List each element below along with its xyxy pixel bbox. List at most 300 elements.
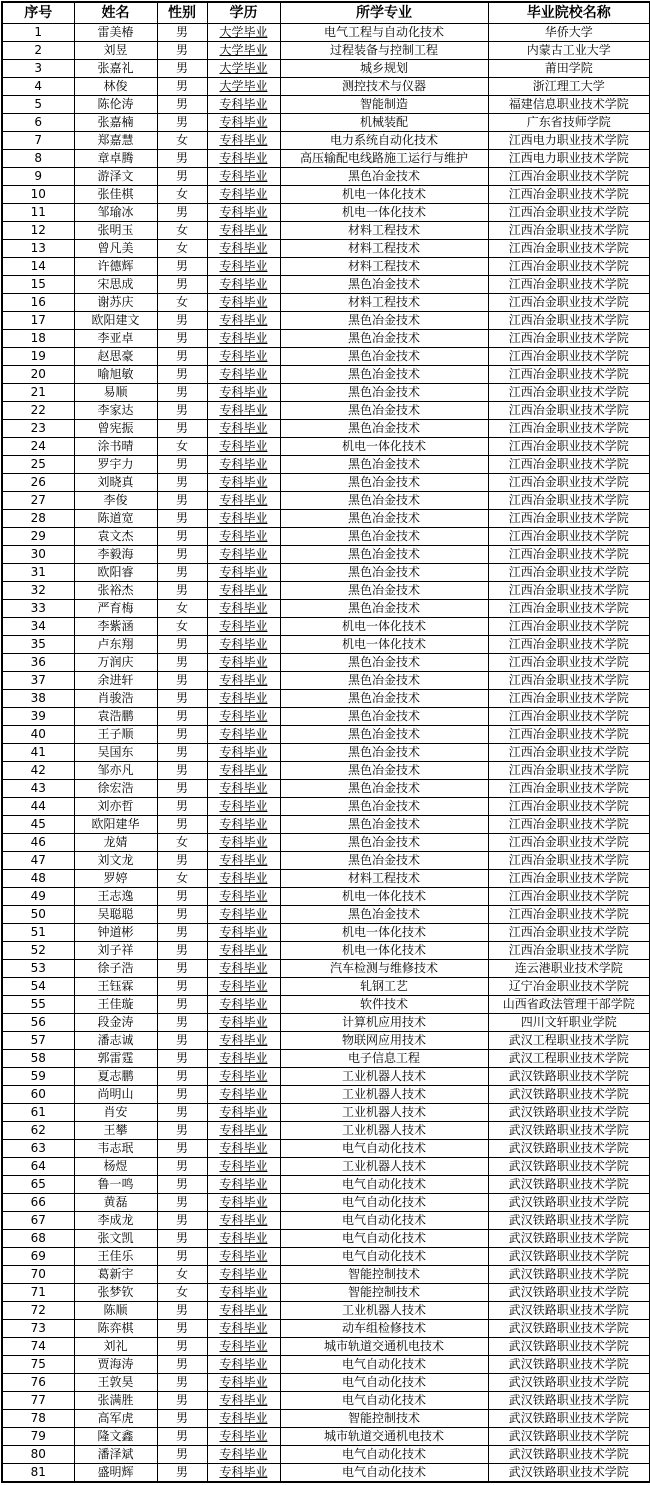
cell-serial: 80 xyxy=(2,1446,74,1464)
cell-gender: 男 xyxy=(157,690,207,708)
cell-name: 刘礼 xyxy=(74,1338,157,1356)
table-row xyxy=(2,1086,650,1104)
cell-serial: 28 xyxy=(2,510,74,528)
cell-education: 专科毕业 xyxy=(207,564,280,582)
cell-education: 专科毕业 xyxy=(207,726,280,744)
cell-school: 江西冶金职业技术学院 xyxy=(488,528,650,546)
cell-school: 武汉工程职业技术学院 xyxy=(488,1032,650,1050)
cell-major: 机电一体化技术 xyxy=(280,924,488,942)
cell-name: 葛新宇 xyxy=(74,1266,157,1284)
cell-name: 罗宇力 xyxy=(74,456,157,474)
table-row xyxy=(2,582,650,600)
cell-serial: 61 xyxy=(2,1104,74,1122)
table-row xyxy=(2,1212,650,1230)
cell-school: 江西冶金职业技术学院 xyxy=(488,276,650,294)
cell-education: 专科毕业 xyxy=(207,96,280,114)
cell-major: 机电一体化技术 xyxy=(280,888,488,906)
table-row xyxy=(2,1248,650,1266)
cell-serial: 31 xyxy=(2,564,74,582)
cell-major: 电气自动化技术 xyxy=(280,1356,488,1374)
table-row xyxy=(2,1428,650,1446)
cell-gender: 女 xyxy=(157,600,207,618)
cell-major: 材料工程技术 xyxy=(280,240,488,258)
table-row xyxy=(2,168,650,186)
cell-major: 轧钢工艺 xyxy=(280,978,488,996)
cell-name: 刘文龙 xyxy=(74,852,157,870)
cell-school: 江西冶金职业技术学院 xyxy=(488,906,650,924)
cell-major: 汽车检测与维修技术 xyxy=(280,960,488,978)
cell-serial: 5 xyxy=(2,96,74,114)
cell-major: 电力系统自动化技术 xyxy=(280,132,488,150)
cell-gender: 男 xyxy=(157,276,207,294)
cell-major: 动车组检修技术 xyxy=(280,1320,488,1338)
cell-education: 专科毕业 xyxy=(207,1302,280,1320)
cell-education: 专科毕业 xyxy=(207,1050,280,1068)
cell-serial: 74 xyxy=(2,1338,74,1356)
cell-name: 王攀 xyxy=(74,1122,157,1140)
cell-education: 专科毕业 xyxy=(207,1212,280,1230)
cell-gender: 男 xyxy=(157,1464,207,1483)
cell-name: 吴国东 xyxy=(74,744,157,762)
cell-education: 专科毕业 xyxy=(207,132,280,150)
cell-school: 江西冶金职业技术学院 xyxy=(488,402,650,420)
cell-gender: 男 xyxy=(157,1410,207,1428)
cell-serial: 29 xyxy=(2,528,74,546)
cell-gender: 女 xyxy=(157,438,207,456)
cell-major: 软件技术 xyxy=(280,996,488,1014)
cell-major: 城乡规划 xyxy=(280,60,488,78)
cell-school: 江西冶金职业技术学院 xyxy=(488,726,650,744)
cell-name: 王敦昊 xyxy=(74,1374,157,1392)
cell-education: 专科毕业 xyxy=(207,762,280,780)
cell-major: 智能控制技术 xyxy=(280,1266,488,1284)
cell-gender: 男 xyxy=(157,402,207,420)
cell-gender: 男 xyxy=(157,636,207,654)
cell-major: 黑色冶金技术 xyxy=(280,276,488,294)
cell-school: 江西冶金职业技术学院 xyxy=(488,546,650,564)
cell-education: 专科毕业 xyxy=(207,312,280,330)
cell-serial: 65 xyxy=(2,1176,74,1194)
cell-school: 武汉铁路职业技术学院 xyxy=(488,1194,650,1212)
cell-gender: 男 xyxy=(157,474,207,492)
table-row xyxy=(2,438,650,456)
cell-education: 大学毕业 xyxy=(207,60,280,78)
table-row xyxy=(2,654,650,672)
table-row xyxy=(2,1338,650,1356)
table-row xyxy=(2,60,650,78)
cell-major: 黑色冶金技术 xyxy=(280,600,488,618)
cell-major: 黑色冶金技术 xyxy=(280,564,488,582)
cell-serial: 55 xyxy=(2,996,74,1014)
cell-name: 龙婧 xyxy=(74,834,157,852)
cell-name: 李成龙 xyxy=(74,1212,157,1230)
table-row xyxy=(2,1284,650,1302)
cell-major: 测控技术与仪器 xyxy=(280,78,488,96)
cell-serial: 18 xyxy=(2,330,74,348)
cell-name: 曾宪振 xyxy=(74,420,157,438)
cell-serial: 49 xyxy=(2,888,74,906)
cell-major: 黑色冶金技术 xyxy=(280,456,488,474)
cell-gender: 男 xyxy=(157,672,207,690)
cell-school: 莆田学院 xyxy=(488,60,650,78)
cell-education: 专科毕业 xyxy=(207,672,280,690)
cell-name: 钟道彬 xyxy=(74,924,157,942)
cell-major: 黑色冶金技术 xyxy=(280,546,488,564)
cell-major: 电气自动化技术 xyxy=(280,1230,488,1248)
cell-school: 江西冶金职业技术学院 xyxy=(488,924,650,942)
table-row xyxy=(2,1194,650,1212)
cell-major: 黑色冶金技术 xyxy=(280,330,488,348)
cell-serial: 73 xyxy=(2,1320,74,1338)
cell-school: 浙江理工大学 xyxy=(488,78,650,96)
cell-major: 电气自动化技术 xyxy=(280,1374,488,1392)
cell-name: 欧阳睿 xyxy=(74,564,157,582)
cell-name: 罗婷 xyxy=(74,870,157,888)
cell-education: 专科毕业 xyxy=(207,492,280,510)
cell-major: 电气工程与自动化技术 xyxy=(280,24,488,42)
cell-education: 专科毕业 xyxy=(207,438,280,456)
cell-name: 韦志珉 xyxy=(74,1140,157,1158)
cell-serial: 63 xyxy=(2,1140,74,1158)
cell-school: 四川文轩职业学院 xyxy=(488,1014,650,1032)
cell-serial: 71 xyxy=(2,1284,74,1302)
cell-serial: 48 xyxy=(2,870,74,888)
table-row xyxy=(2,258,650,276)
cell-name: 涂书晴 xyxy=(74,438,157,456)
cell-education: 专科毕业 xyxy=(207,816,280,834)
cell-gender: 男 xyxy=(157,1050,207,1068)
cell-gender: 男 xyxy=(157,348,207,366)
cell-education: 专科毕业 xyxy=(207,582,280,600)
cell-major: 机电一体化技术 xyxy=(280,186,488,204)
cell-gender: 男 xyxy=(157,978,207,996)
cell-school: 武汉铁路职业技术学院 xyxy=(488,1230,650,1248)
col-header-education: 学历 xyxy=(207,2,280,24)
cell-name: 王佳乐 xyxy=(74,1248,157,1266)
cell-major: 黑色冶金技术 xyxy=(280,402,488,420)
cell-gender: 女 xyxy=(157,618,207,636)
cell-serial: 6 xyxy=(2,114,74,132)
cell-name: 刘子祥 xyxy=(74,942,157,960)
table-row xyxy=(2,564,650,582)
cell-education: 专科毕业 xyxy=(207,1464,280,1483)
cell-major: 黑色冶金技术 xyxy=(280,582,488,600)
cell-school: 华侨大学 xyxy=(488,24,650,42)
table-row xyxy=(2,204,650,222)
cell-serial: 54 xyxy=(2,978,74,996)
table-row xyxy=(2,924,650,942)
cell-serial: 21 xyxy=(2,384,74,402)
cell-school: 江西冶金职业技术学院 xyxy=(488,798,650,816)
cell-school: 江西冶金职业技术学院 xyxy=(488,816,650,834)
cell-serial: 40 xyxy=(2,726,74,744)
cell-name: 张佳棋 xyxy=(74,186,157,204)
cell-name: 万润庆 xyxy=(74,654,157,672)
cell-education: 专科毕业 xyxy=(207,294,280,312)
table-row xyxy=(2,1320,650,1338)
cell-education: 专科毕业 xyxy=(207,204,280,222)
cell-school: 江西冶金职业技术学院 xyxy=(488,564,650,582)
cell-school: 武汉铁路职业技术学院 xyxy=(488,1446,650,1464)
cell-education: 大学毕业 xyxy=(207,24,280,42)
cell-school: 江西冶金职业技术学院 xyxy=(488,654,650,672)
cell-name: 尚明山 xyxy=(74,1086,157,1104)
cell-education: 专科毕业 xyxy=(207,654,280,672)
cell-name: 肖安 xyxy=(74,1104,157,1122)
cell-gender: 男 xyxy=(157,510,207,528)
table-row xyxy=(2,906,650,924)
cell-major: 过程装备与控制工程 xyxy=(280,42,488,60)
cell-name: 欧阳建文 xyxy=(74,312,157,330)
cell-gender: 男 xyxy=(157,762,207,780)
cell-school: 武汉铁路职业技术学院 xyxy=(488,1104,650,1122)
cell-serial: 76 xyxy=(2,1374,74,1392)
cell-major: 智能控制技术 xyxy=(280,1410,488,1428)
table-row xyxy=(2,852,650,870)
cell-school: 江西冶金职业技术学院 xyxy=(488,852,650,870)
cell-school: 江西冶金职业技术学院 xyxy=(488,690,650,708)
cell-gender: 男 xyxy=(157,744,207,762)
cell-education: 专科毕业 xyxy=(207,402,280,420)
cell-school: 武汉铁路职业技术学院 xyxy=(488,1464,650,1483)
cell-serial: 30 xyxy=(2,546,74,564)
cell-school: 江西冶金职业技术学院 xyxy=(488,600,650,618)
cell-name: 欧阳建华 xyxy=(74,816,157,834)
cell-serial: 81 xyxy=(2,1464,74,1483)
cell-major: 高压输配电线路施工运行与维护 xyxy=(280,150,488,168)
cell-name: 曾凡美 xyxy=(74,240,157,258)
cell-school: 江西冶金职业技术学院 xyxy=(488,438,650,456)
cell-school: 江西冶金职业技术学院 xyxy=(488,510,650,528)
table-row xyxy=(2,114,650,132)
cell-name: 张嘉礼 xyxy=(74,60,157,78)
cell-gender: 男 xyxy=(157,1032,207,1050)
cell-major: 电气自动化技术 xyxy=(280,1176,488,1194)
cell-serial: 64 xyxy=(2,1158,74,1176)
cell-name: 邹瑜冰 xyxy=(74,204,157,222)
cell-major: 电气自动化技术 xyxy=(280,1248,488,1266)
cell-major: 智能控制技术 xyxy=(280,1284,488,1302)
cell-school: 江西冶金职业技术学院 xyxy=(488,222,650,240)
cell-serial: 79 xyxy=(2,1428,74,1446)
cell-school: 武汉铁路职业技术学院 xyxy=(488,1158,650,1176)
cell-gender: 男 xyxy=(157,24,207,42)
cell-name: 刘亦哲 xyxy=(74,798,157,816)
cell-gender: 男 xyxy=(157,942,207,960)
cell-name: 郑嘉慧 xyxy=(74,132,157,150)
cell-major: 材料工程技术 xyxy=(280,222,488,240)
cell-gender: 男 xyxy=(157,150,207,168)
cell-serial: 43 xyxy=(2,780,74,798)
table-row xyxy=(2,492,650,510)
cell-education: 专科毕业 xyxy=(207,888,280,906)
cell-gender: 男 xyxy=(157,582,207,600)
cell-major: 黑色冶金技术 xyxy=(280,780,488,798)
cell-gender: 男 xyxy=(157,852,207,870)
cell-serial: 78 xyxy=(2,1410,74,1428)
cell-name: 袁浩鹏 xyxy=(74,708,157,726)
cell-education: 专科毕业 xyxy=(207,276,280,294)
cell-serial: 20 xyxy=(2,366,74,384)
cell-school: 武汉工程职业技术学院 xyxy=(488,1050,650,1068)
cell-serial: 4 xyxy=(2,78,74,96)
cell-major: 工业机器人技术 xyxy=(280,1104,488,1122)
cell-gender: 男 xyxy=(157,780,207,798)
cell-gender: 男 xyxy=(157,1248,207,1266)
cell-gender: 男 xyxy=(157,420,207,438)
cell-school: 江西冶金职业技术学院 xyxy=(488,348,650,366)
cell-gender: 女 xyxy=(157,222,207,240)
cell-gender: 男 xyxy=(157,1428,207,1446)
cell-school: 武汉铁路职业技术学院 xyxy=(488,1140,650,1158)
cell-school: 武汉铁路职业技术学院 xyxy=(488,1302,650,1320)
cell-school: 江西冶金职业技术学院 xyxy=(488,258,650,276)
cell-name: 李俊 xyxy=(74,492,157,510)
table-row xyxy=(2,996,650,1014)
cell-name: 张嘉楠 xyxy=(74,114,157,132)
cell-serial: 75 xyxy=(2,1356,74,1374)
cell-major: 机电一体化技术 xyxy=(280,636,488,654)
table-row xyxy=(2,96,650,114)
cell-major: 黑色冶金技术 xyxy=(280,798,488,816)
col-header-name: 姓名 xyxy=(74,2,157,24)
cell-major: 城市轨道交通机电技术 xyxy=(280,1338,488,1356)
cell-school: 江西冶金职业技术学院 xyxy=(488,492,650,510)
cell-name: 鲁一鸣 xyxy=(74,1176,157,1194)
cell-school: 江西冶金职业技术学院 xyxy=(488,420,650,438)
cell-major: 黑色冶金技术 xyxy=(280,348,488,366)
cell-education: 专科毕业 xyxy=(207,348,280,366)
cell-gender: 男 xyxy=(157,492,207,510)
cell-name: 杨煜 xyxy=(74,1158,157,1176)
cell-major: 电气自动化技术 xyxy=(280,1212,488,1230)
cell-gender: 男 xyxy=(157,996,207,1014)
cell-serial: 44 xyxy=(2,798,74,816)
cell-school: 广东省技师学院 xyxy=(488,114,650,132)
cell-education: 专科毕业 xyxy=(207,1320,280,1338)
cell-name: 宋思成 xyxy=(74,276,157,294)
cell-serial: 8 xyxy=(2,150,74,168)
cell-name: 黄磊 xyxy=(74,1194,157,1212)
table-row xyxy=(2,294,650,312)
cell-school: 江西冶金职业技术学院 xyxy=(488,708,650,726)
table-row xyxy=(2,1230,650,1248)
cell-serial: 50 xyxy=(2,906,74,924)
cell-school: 江西冶金职业技术学院 xyxy=(488,762,650,780)
cell-gender: 男 xyxy=(157,1374,207,1392)
col-header-school: 毕业院校名称 xyxy=(488,2,650,24)
cell-serial: 14 xyxy=(2,258,74,276)
cell-serial: 3 xyxy=(2,60,74,78)
cell-serial: 35 xyxy=(2,636,74,654)
cell-serial: 56 xyxy=(2,1014,74,1032)
table-row xyxy=(2,816,650,834)
cell-school: 山西省政法管理干部学院 xyxy=(488,996,650,1014)
cell-gender: 男 xyxy=(157,816,207,834)
cell-education: 专科毕业 xyxy=(207,600,280,618)
cell-major: 工业机器人技术 xyxy=(280,1122,488,1140)
table-row xyxy=(2,834,650,852)
cell-gender: 男 xyxy=(157,924,207,942)
cell-gender: 男 xyxy=(157,1122,207,1140)
cell-education: 专科毕业 xyxy=(207,366,280,384)
cell-education: 专科毕业 xyxy=(207,1032,280,1050)
cell-major: 电气自动化技术 xyxy=(280,1140,488,1158)
table-row xyxy=(2,222,650,240)
cell-name: 王佳璇 xyxy=(74,996,157,1014)
table-row xyxy=(2,1302,650,1320)
cell-serial: 45 xyxy=(2,816,74,834)
table-row xyxy=(2,798,650,816)
cell-gender: 男 xyxy=(157,888,207,906)
table-row xyxy=(2,1374,650,1392)
cell-gender: 女 xyxy=(157,132,207,150)
cell-serial: 32 xyxy=(2,582,74,600)
cell-serial: 11 xyxy=(2,204,74,222)
cell-major: 材料工程技术 xyxy=(280,870,488,888)
cell-name: 邹亦凡 xyxy=(74,762,157,780)
cell-serial: 27 xyxy=(2,492,74,510)
cell-gender: 女 xyxy=(157,1284,207,1302)
cell-gender: 男 xyxy=(157,42,207,60)
cell-name: 隆文鑫 xyxy=(74,1428,157,1446)
table-row xyxy=(2,672,650,690)
cell-gender: 男 xyxy=(157,1320,207,1338)
cell-serial: 46 xyxy=(2,834,74,852)
table-row xyxy=(2,708,650,726)
cell-education: 专科毕业 xyxy=(207,978,280,996)
cell-gender: 男 xyxy=(157,1176,207,1194)
cell-education: 专科毕业 xyxy=(207,1428,280,1446)
cell-education: 专科毕业 xyxy=(207,474,280,492)
table-row xyxy=(2,942,650,960)
cell-name: 刘晓真 xyxy=(74,474,157,492)
cell-name: 袁文杰 xyxy=(74,528,157,546)
cell-serial: 77 xyxy=(2,1392,74,1410)
cell-education: 专科毕业 xyxy=(207,1104,280,1122)
table-row xyxy=(2,1032,650,1050)
cell-education: 专科毕业 xyxy=(207,456,280,474)
cell-major: 电气自动化技术 xyxy=(280,1194,488,1212)
cell-major: 机电一体化技术 xyxy=(280,942,488,960)
cell-education: 专科毕业 xyxy=(207,996,280,1014)
cell-name: 卢东翔 xyxy=(74,636,157,654)
table-header xyxy=(2,2,650,24)
cell-major: 工业机器人技术 xyxy=(280,1302,488,1320)
cell-major: 黑色冶金技术 xyxy=(280,420,488,438)
cell-name: 章卓腾 xyxy=(74,150,157,168)
cell-school: 辽宁冶金职业技术学院 xyxy=(488,978,650,996)
table-row xyxy=(2,132,650,150)
cell-major: 材料工程技术 xyxy=(280,258,488,276)
cell-education: 专科毕业 xyxy=(207,834,280,852)
cell-gender: 女 xyxy=(157,1266,207,1284)
cell-gender: 男 xyxy=(157,654,207,672)
table-row xyxy=(2,1392,650,1410)
cell-name: 刘昱 xyxy=(74,42,157,60)
cell-major: 城市轨道交通机电技术 xyxy=(280,1428,488,1446)
cell-education: 专科毕业 xyxy=(207,906,280,924)
table-row xyxy=(2,528,650,546)
cell-education: 专科毕业 xyxy=(207,330,280,348)
cell-serial: 22 xyxy=(2,402,74,420)
cell-gender: 男 xyxy=(157,960,207,978)
cell-education: 专科毕业 xyxy=(207,744,280,762)
cell-education: 专科毕业 xyxy=(207,708,280,726)
table-row xyxy=(2,276,650,294)
table-row xyxy=(2,726,650,744)
cell-serial: 58 xyxy=(2,1050,74,1068)
